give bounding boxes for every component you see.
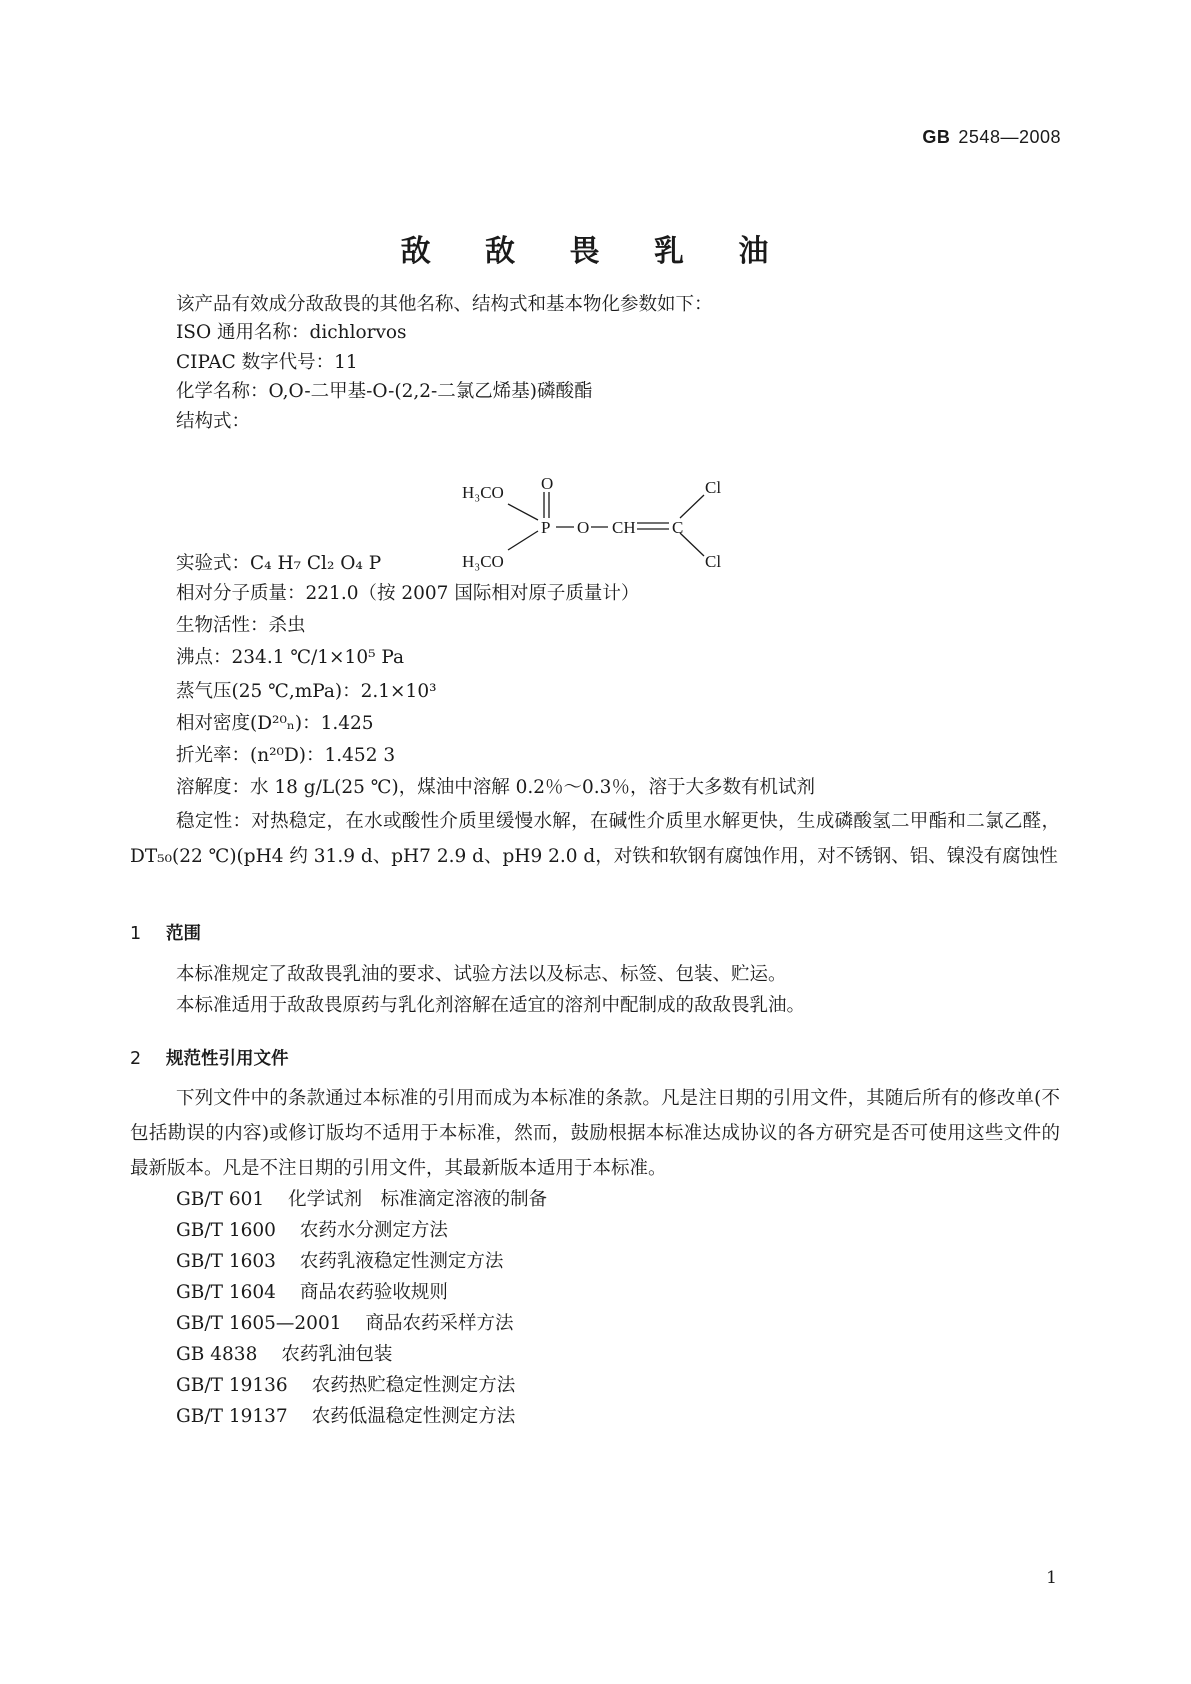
boiling-point-value: 234.1 ℃/1×10⁵ Pa [231, 647, 405, 668]
reference-code: GB/T 1600 [176, 1220, 276, 1241]
bond-p-upper [508, 504, 538, 520]
reference-title: 农药乳油包装 [281, 1344, 393, 1365]
molecular-mass-line [176, 585, 639, 604]
bond-c-cl-top [680, 495, 704, 518]
cipac-label: CIPAC 数字代号： [176, 352, 335, 373]
refractive-label: 折光率：(n²⁰D)： [176, 745, 325, 766]
structure-c: C [672, 518, 684, 537]
reference-code: GB/T 1604 [176, 1282, 276, 1303]
reference-title: 农药低温稳定性测定方法 [311, 1406, 516, 1427]
reference-item [176, 1309, 514, 1335]
section-2-number: 2 [130, 1049, 142, 1069]
reference-item [176, 1247, 503, 1273]
boiling-point-label: 沸点： [176, 647, 232, 668]
structure-o-double: O [541, 478, 554, 493]
density-value: 1.425 [320, 713, 374, 734]
refractive-index-line [176, 747, 395, 766]
reference-item [176, 1402, 515, 1428]
standard-number [922, 127, 1061, 148]
reference-title: 化学试剂 标准滴定溶液的制备 [288, 1189, 548, 1210]
formula-label: 实验式： [176, 553, 251, 574]
structure-o-link: O [577, 518, 590, 537]
page-number: 1 [1046, 1568, 1057, 1588]
reference-item [176, 1340, 392, 1366]
iso-value: dichlorvos [309, 322, 407, 343]
chemical-name-line [176, 383, 593, 402]
cipac-line [176, 354, 358, 373]
reference-item [176, 1278, 448, 1304]
section-1-number: 1 [130, 924, 142, 944]
vapor-pressure-value: 2.1×10³ [360, 681, 437, 702]
formula-value: C₄ H₇ Cl₂ O₄ P [250, 553, 382, 574]
standard-code: 2548—2008 [958, 127, 1061, 147]
reference-code: GB 4838 [176, 1344, 258, 1365]
scope-paragraph-1: 本标准规定了敌敌畏乳油的要求、试验方法以及标志、标签、包装、贮运。 [176, 964, 787, 985]
structural-formula [460, 478, 740, 588]
scope-paragraph-2: 本标准适用于敌敌畏原药与乳化剂溶解在适宜的溶剂中配制成的敌敌畏乳油。 [176, 995, 806, 1016]
structure-h3co-bottom: H₃CO [462, 552, 504, 571]
empirical-formula-line [176, 555, 381, 574]
structure-label: 结构式： [176, 411, 251, 432]
iso-name-line [176, 324, 407, 343]
iso-label: ISO 通用名称： [176, 322, 310, 343]
vapor-pressure-line [176, 683, 437, 702]
bond-c-cl-bottom [680, 533, 704, 556]
page-title: 敌 敌 畏 乳 油 [400, 234, 791, 269]
boiling-point-line [176, 649, 404, 668]
structure-h3co-top: H₃CO [462, 483, 504, 502]
reference-title: 商品农药验收规则 [299, 1282, 448, 1303]
intro-line: 该产品有效成分敌敌畏的其他名称、结构式和基本物化参数如下： [176, 294, 713, 315]
solubility-line: 溶解度：水 18 g/L(25 ℃)，煤油中溶解 0.2％～0.3％，溶于大多数有机试剂 [176, 777, 815, 798]
reference-code: GB/T 1605—2001 [176, 1313, 342, 1334]
stability-paragraph: 稳定性：对热稳定，在水或酸性介质里缓慢水解，在碱性介质里水解更快，生成磷酸氢二甲酯和二氯乙醛，DT₅₀(22 ℃)(pH4 约 31.9 d、pH7 2.9 d、pH9 2.0 d，对铁和软钢有腐蚀作用，对不锈钢、铝、镍没有腐蚀性 [130, 811, 1060, 867]
reference-code: GB/T 19137 [176, 1406, 288, 1427]
reference-title: 商品农药采样方法 [365, 1313, 514, 1334]
reference-title: 农药水分测定方法 [299, 1220, 448, 1241]
reference-code: GB/T 601 [176, 1189, 265, 1210]
reference-item [176, 1216, 448, 1242]
chemical-name-value: O,O-二甲基-O-(2,2-二氯乙烯基)磷酸酯 [268, 381, 593, 402]
mass-value: 221.0（按 2007 国际相对原子质量计） [305, 583, 640, 604]
structure-p: P [541, 518, 551, 537]
density-line [176, 715, 374, 734]
structure-cl-bottom: Cl [705, 552, 722, 571]
section-2-title: 规范性引用文件 [166, 1049, 289, 1069]
reference-code: GB/T 1603 [176, 1251, 276, 1272]
vapor-pressure-label: 蒸气压(25 ℃,mPa)： [176, 681, 361, 702]
standard-prefix: GB [922, 127, 951, 147]
refractive-value: 1.452 3 [324, 745, 396, 766]
reference-title: 农药乳液稳定性测定方法 [299, 1251, 504, 1272]
density-label: 相对密度(D²⁰ₙ)： [176, 713, 321, 734]
mass-label: 相对分子质量： [176, 583, 306, 604]
section-1-title: 范围 [166, 924, 201, 944]
section-1-heading [130, 920, 201, 945]
structure-ch: CH [612, 518, 636, 537]
bioactivity-line [176, 617, 306, 636]
reference-item [176, 1185, 547, 1211]
bioactivity-label: 生物活性： [176, 615, 269, 636]
section-2-heading [130, 1045, 289, 1070]
structure-cl-top: Cl [705, 478, 722, 497]
reference-code: GB/T 19136 [176, 1375, 288, 1396]
reference-title: 农药热贮稳定性测定方法 [311, 1375, 516, 1396]
cipac-value: 11 [334, 352, 358, 373]
reference-item [176, 1371, 515, 1397]
chemical-name-label: 化学名称： [176, 381, 269, 402]
bioactivity-value: 杀虫 [268, 615, 306, 636]
normative-references-paragraph: 下列文件中的条款通过本标准的引用而成为本标准的条款。凡是注日期的引用文件，其随后所有的修改单(不包括勘误的内容)或修订版均不适用于本标准，然而，鼓励根据本标准达成协议的各方研究是否可使用这些文件的最新版本。凡是不注日期的引用文件，其最新版本适用于本标准。 [130, 1088, 1060, 1179]
bond-p-lower [508, 531, 538, 550]
